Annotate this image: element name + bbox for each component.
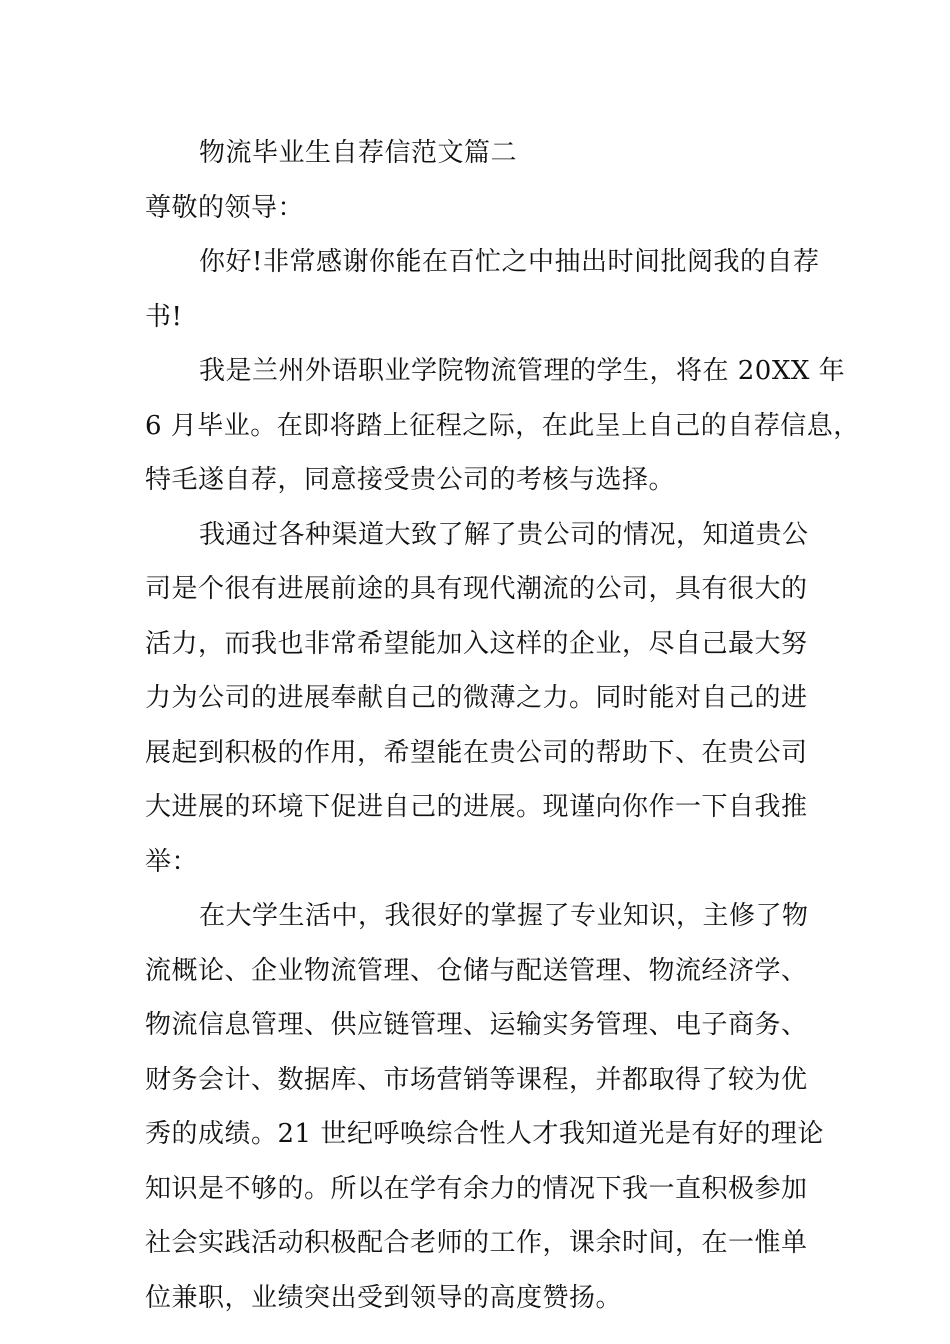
text-line: 在大学生活中，我很好的掌握了专业知识，主修了物 <box>199 901 809 931</box>
text-line: 6 月毕业。在即将踏上征程之际，在此呈上自己的自荐信息， <box>145 410 860 441</box>
text-line: 流概论、企业物流管理、仓储与配送管理、物流经济学、 <box>145 955 808 986</box>
text-line: 我通过各种渠道大致了解了贵公司的情况，知道贵公 <box>199 519 809 550</box>
body-lines <box>145 235 860 1325</box>
salutation: 尊敬的领导： <box>145 192 305 223</box>
text-line: 财务会计、数据库、市场营销等课程，并都取得了较为优 <box>145 1064 808 1095</box>
text-line: 我是兰州外语职业学院物流管理的学生，将在 20XX 年 <box>199 356 846 386</box>
text-line: 特毛遂自荐，同意接受贵公司的考核与选择。 <box>145 465 676 495</box>
text-line: 位兼职，业绩突出受到领导的高度赞扬。 <box>145 1282 623 1313</box>
text-line: 大进展的环境下促进自己的进展。现谨向你作一下自我推 <box>145 792 808 822</box>
text-line: 书! <box>145 301 183 332</box>
text-line: 知识是不够的。所以在学有余力的情况下我一直积极参加 <box>145 1173 808 1204</box>
text-line: 你好!非常感谢你能在百忙之中抽出时间批阅我的自荐 <box>199 247 820 277</box>
text-line: 活力，而我也非常希望能加入这样的企业，尽自己最大努 <box>145 628 808 659</box>
text-line: 司是个很有进展前途的具有现代潮流的公司，具有很大的 <box>145 574 808 604</box>
text-line: 社会实践活动积极配合老师的工作，课余时间，在一惟单 <box>145 1228 808 1258</box>
letter-body <box>145 126 860 1325</box>
text-line: 秀的成绩。21 世纪呼唤综合性人才我知道光是有好的理论 <box>145 1119 824 1149</box>
text-line: 物流信息管理、供应链管理、运输实务管理、电子商务、 <box>145 1010 808 1040</box>
text-line: 展起到积极的作用，希望能在贵公司的帮助下、在贵公司 <box>145 737 808 768</box>
text-line: 举： <box>145 846 199 877</box>
text-line: 力为公司的进展奉献自己的微薄之力。同时能对自己的进 <box>145 683 808 713</box>
document-title: 物流毕业生自荐信范文篇二 <box>199 138 518 168</box>
